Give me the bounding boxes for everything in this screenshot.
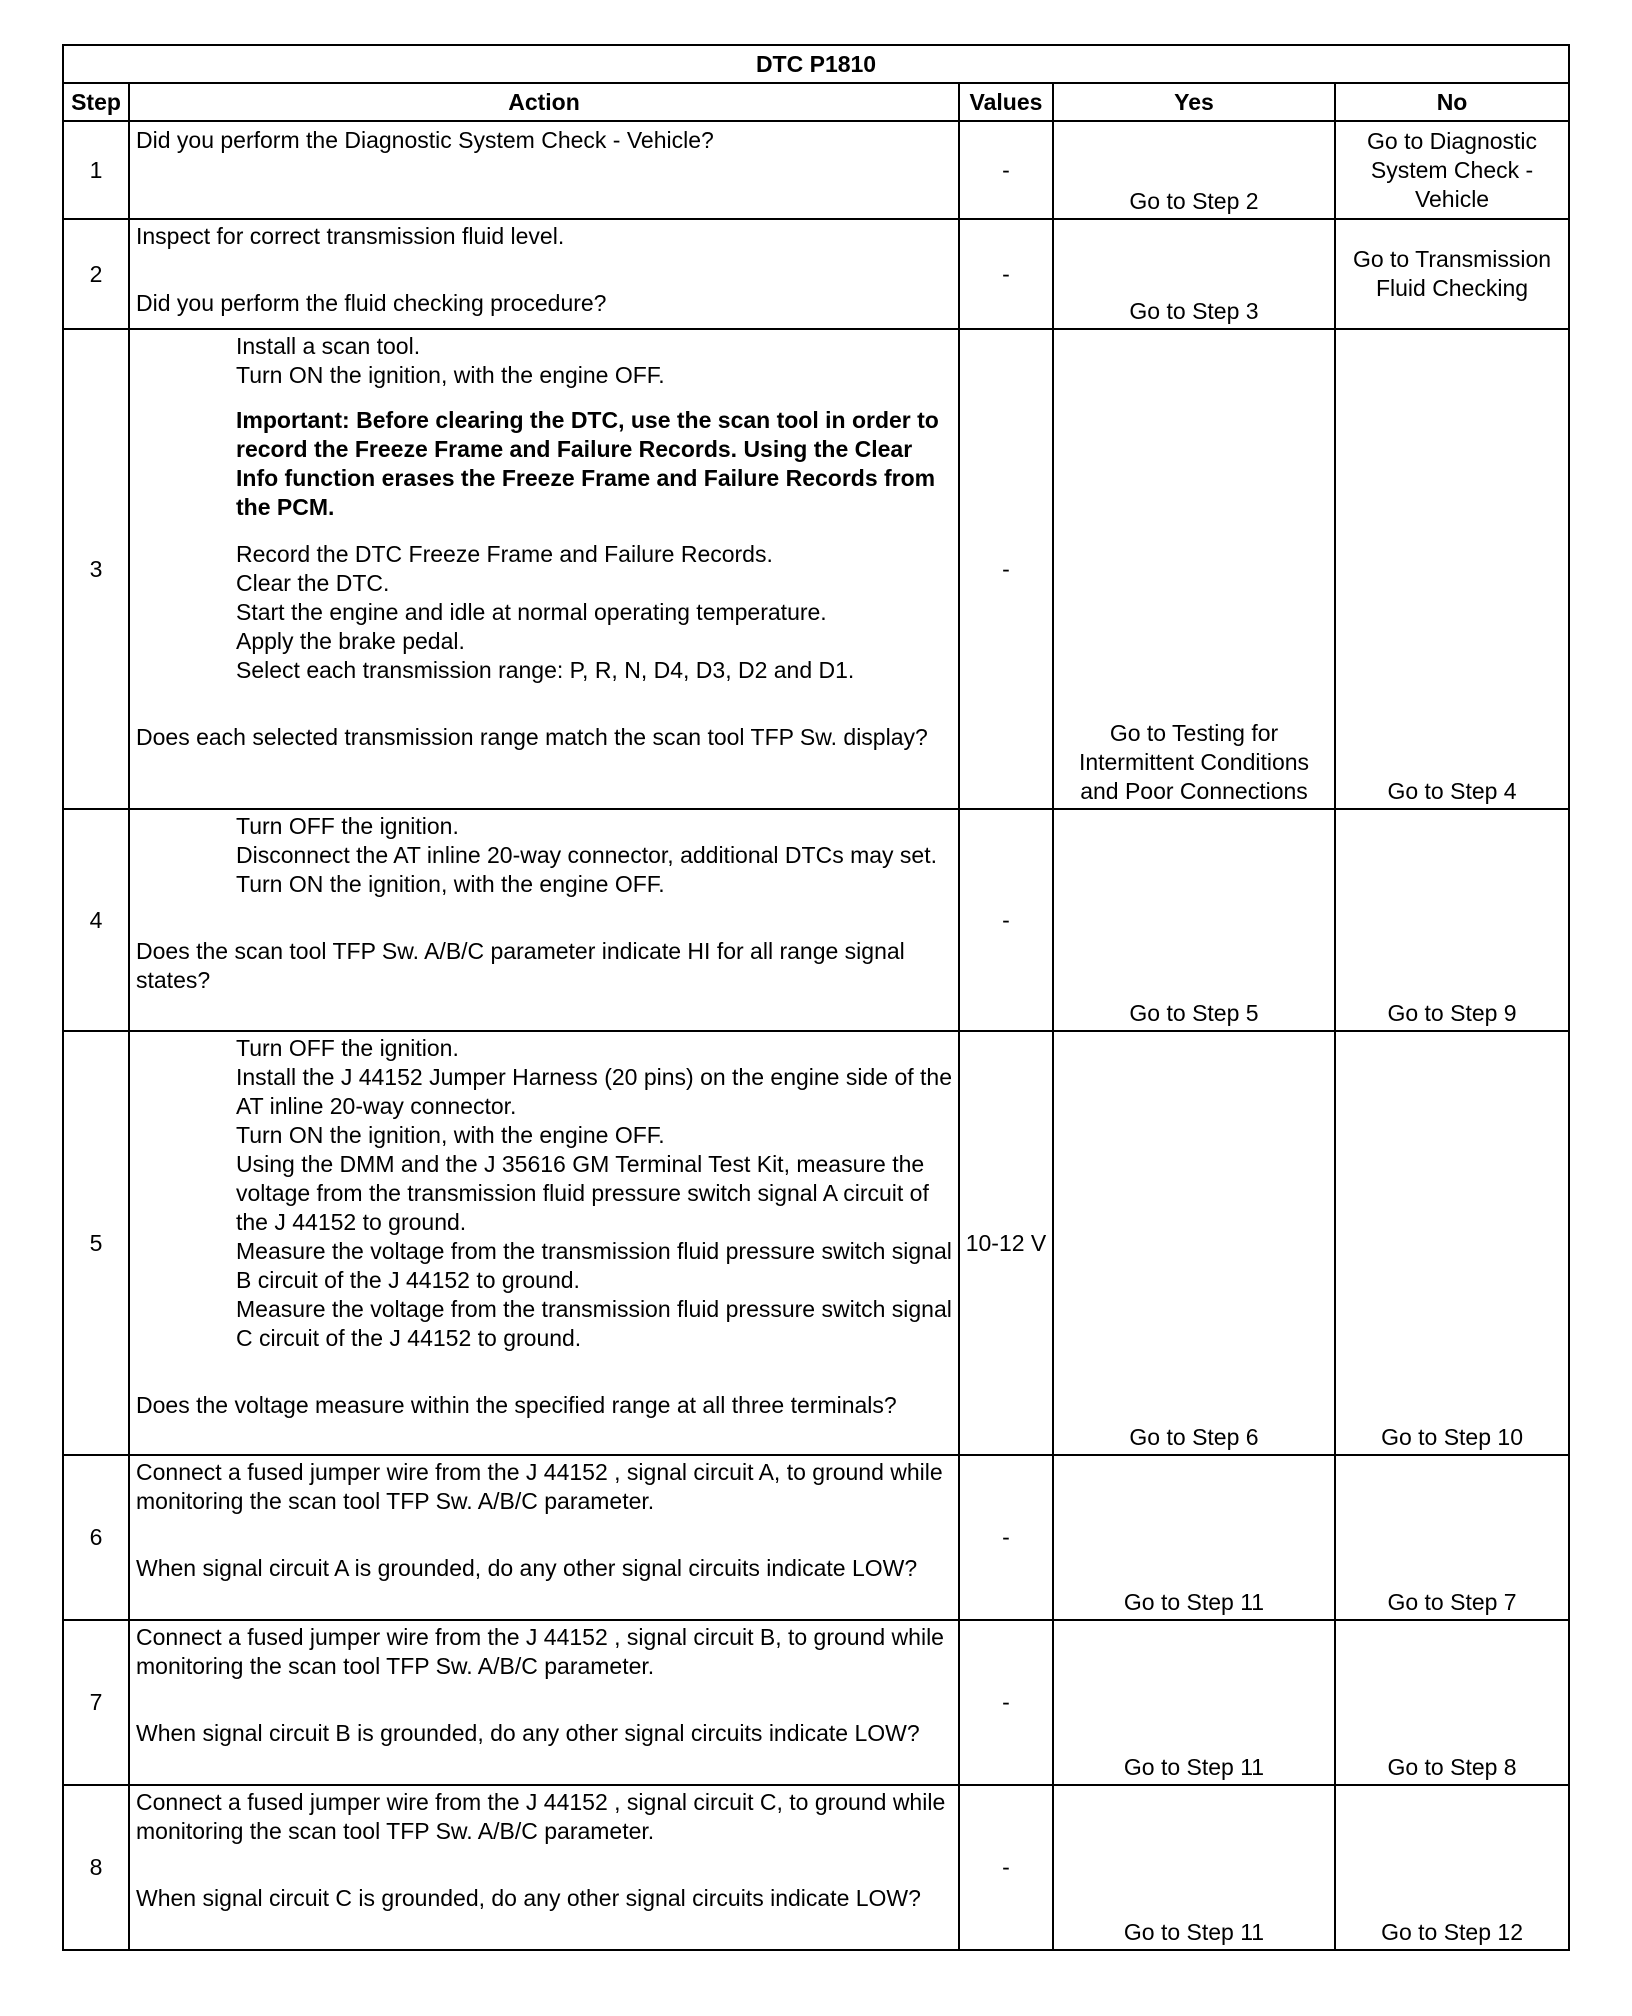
- action-intro: Connect a fused jumper wire from the J 44152 , signal circuit A, to ground while monitoring the scan tool TFP Sw. A/B/C parameter.: [136, 1459, 943, 1514]
- no-cell: Go to Step 4: [1335, 329, 1569, 809]
- no-cell: Go to Step 8: [1335, 1620, 1569, 1785]
- action-cell: [129, 1785, 959, 1950]
- action-question: Did you perform the Diagnostic System Check - Vehicle?: [136, 127, 714, 153]
- action-cell: [129, 329, 959, 809]
- action-cell: [129, 1455, 959, 1620]
- action-step: Turn OFF the ignition.: [236, 1035, 459, 1061]
- step-number: 6: [63, 1455, 129, 1620]
- action-steps: [136, 540, 952, 685]
- table-row: [63, 1785, 1569, 1950]
- header-yes: Yes: [1053, 83, 1335, 121]
- value-cell: -: [959, 1620, 1053, 1785]
- action-cell: [129, 121, 959, 219]
- action-question: Does the voltage measure within the specified range at all three terminals?: [136, 1392, 897, 1418]
- no-cell: Go to Step 12: [1335, 1785, 1569, 1950]
- value-cell: -: [959, 1455, 1053, 1620]
- yes-cell: Go to Step 3: [1053, 219, 1335, 329]
- table-row: [63, 1455, 1569, 1620]
- action-step: Install the J 44152 Jumper Harness (20 pins) on the engine side of the AT inline 20-way connector.: [236, 1064, 952, 1119]
- table-row: [63, 219, 1569, 329]
- header-action: Action: [129, 83, 959, 121]
- step-number: 2: [63, 219, 129, 329]
- table-row: [63, 1031, 1569, 1455]
- value-cell: 10-12 V: [959, 1031, 1053, 1455]
- action-intro: Connect a fused jumper wire from the J 44152 , signal circuit B, to ground while monitoring the scan tool TFP Sw. A/B/C parameter.: [136, 1624, 944, 1679]
- value-cell: -: [959, 121, 1053, 219]
- header-no: No: [1335, 83, 1569, 121]
- step-number: 1: [63, 121, 129, 219]
- action-step: Install a scan tool.: [236, 333, 421, 359]
- action-steps: [136, 1034, 952, 1353]
- value-cell: -: [959, 329, 1053, 809]
- action-step: Using the DMM and the J 35616 GM Terminal Test Kit, measure the voltage from the transmission fluid pressure switch signal A circuit of the J 44152 to ground.: [236, 1151, 929, 1235]
- table-title: DTC P1810: [63, 45, 1569, 83]
- header-step: Step: [63, 83, 129, 121]
- action-intro: Inspect for correct transmission fluid level.: [136, 223, 565, 249]
- action-step: Turn OFF the ignition.: [236, 813, 459, 839]
- yes-cell: Go to Step 5: [1053, 809, 1335, 1031]
- dtc-table: [62, 44, 1570, 1951]
- step-number: 8: [63, 1785, 129, 1950]
- action-step: Apply the brake pedal.: [236, 628, 465, 654]
- no-cell: Go to Transmission Fluid Checking: [1335, 219, 1569, 329]
- action-step: Start the engine and idle at normal operating temperature.: [236, 599, 827, 625]
- no-cell: Go to Step 10: [1335, 1031, 1569, 1455]
- action-step: Turn ON the ignition, with the engine OFF.: [236, 362, 665, 388]
- no-cell: Go to Step 9: [1335, 809, 1569, 1031]
- action-cell: [129, 809, 959, 1031]
- yes-cell: Go to Step 11: [1053, 1785, 1335, 1950]
- action-cell: [129, 219, 959, 329]
- header-values: Values: [959, 83, 1053, 121]
- action-step: Measure the voltage from the transmission fluid pressure switch signal B circuit of the J 44152 to ground.: [236, 1238, 952, 1293]
- yes-cell: Go to Testing for Intermittent Conditions and Poor Connections: [1053, 329, 1335, 809]
- action-question: Does each selected transmission range match the scan tool TFP Sw. display?: [136, 724, 928, 750]
- action-question: Did you perform the fluid checking procedure?: [136, 290, 607, 316]
- table-row: [63, 329, 1569, 809]
- action-question: When signal circuit A is grounded, do any other signal circuits indicate LOW?: [136, 1555, 918, 1581]
- value-cell: -: [959, 1785, 1053, 1950]
- action-step: Select each transmission range: P, R, N, D4, D3, D2 and D1.: [236, 657, 855, 683]
- action-step: Record the DTC Freeze Frame and Failure Records.: [236, 541, 773, 567]
- action-step: Measure the voltage from the transmission fluid pressure switch signal C circuit of the J 44152 to ground.: [236, 1296, 952, 1351]
- action-question: When signal circuit C is grounded, do any other signal circuits indicate LOW?: [136, 1885, 921, 1911]
- value-cell: -: [959, 809, 1053, 1031]
- yes-cell: Go to Step 11: [1053, 1620, 1335, 1785]
- table-row: [63, 121, 1569, 219]
- table-row: [63, 809, 1569, 1031]
- action-steps: [136, 332, 952, 390]
- important-note: Important: Before clearing the DTC, use the scan tool in order to record the Freeze Frame and Failure Records. Using the Clear Info function erases the Freeze Frame and Failure Records from the PCM.: [236, 407, 939, 520]
- yes-cell: Go to Step 2: [1053, 121, 1335, 219]
- action-question: When signal circuit B is grounded, do any other signal circuits indicate LOW?: [136, 1720, 920, 1746]
- table-row: [63, 1620, 1569, 1785]
- step-number: 5: [63, 1031, 129, 1455]
- yes-cell: Go to Step 6: [1053, 1031, 1335, 1455]
- action-step: Turn ON the ignition, with the engine OFF.: [236, 871, 665, 897]
- action-step: Clear the DTC.: [236, 570, 390, 596]
- step-number: 7: [63, 1620, 129, 1785]
- action-step: Disconnect the AT inline 20-way connector, additional DTCs may set.: [236, 842, 937, 868]
- header-row: [63, 83, 1569, 121]
- step-number: 4: [63, 809, 129, 1031]
- action-cell: [129, 1620, 959, 1785]
- action-intro: Connect a fused jumper wire from the J 44152 , signal circuit C, to ground while monitoring the scan tool TFP Sw. A/B/C parameter.: [136, 1789, 946, 1844]
- no-cell: Go to Step 7: [1335, 1455, 1569, 1620]
- action-cell: [129, 1031, 959, 1455]
- value-cell: -: [959, 219, 1053, 329]
- action-step: Turn ON the ignition, with the engine OFF.: [236, 1122, 665, 1148]
- step-number: 3: [63, 329, 129, 809]
- action-question: Does the scan tool TFP Sw. A/B/C parameter indicate HI for all range signal states?: [136, 938, 905, 993]
- action-steps: [136, 812, 952, 899]
- no-cell: Go to Diagnostic System Check - Vehicle: [1335, 121, 1569, 219]
- yes-cell: Go to Step 11: [1053, 1455, 1335, 1620]
